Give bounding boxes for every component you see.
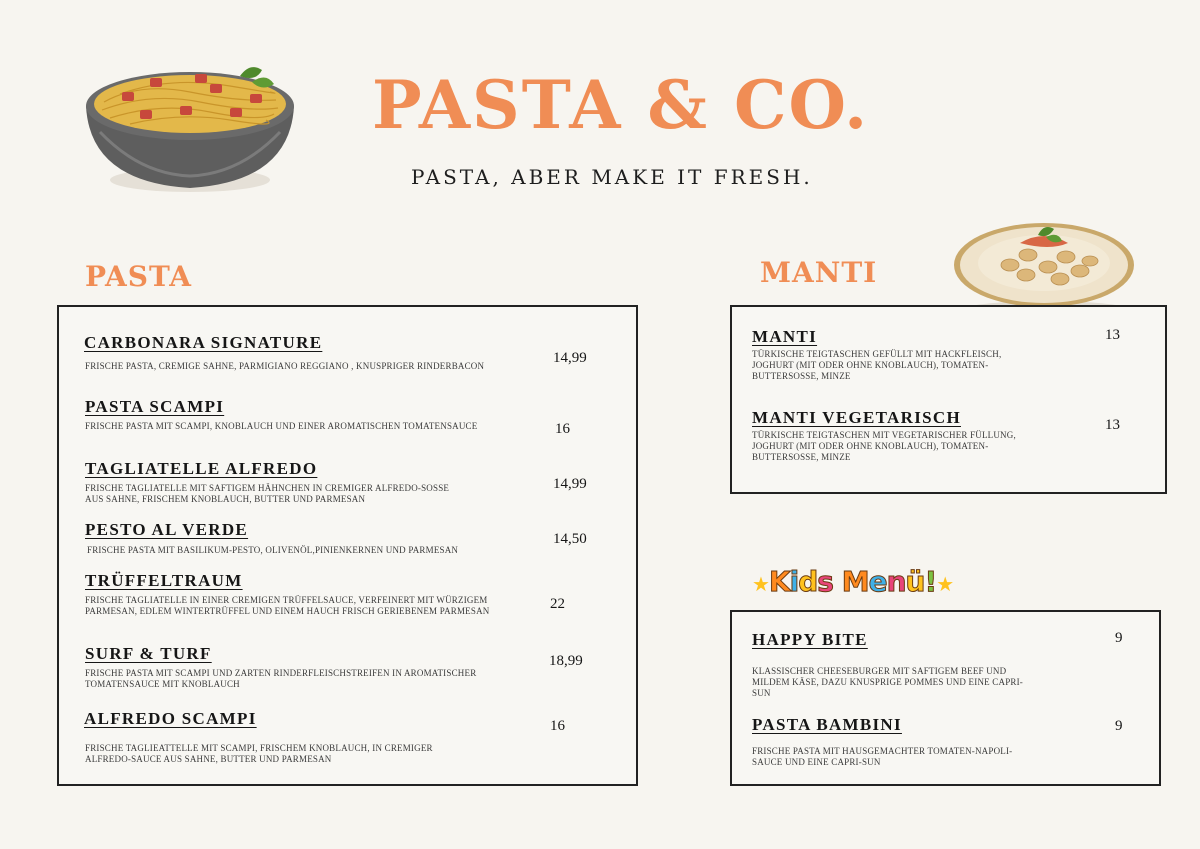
item-name: MANTI xyxy=(752,327,818,346)
item-price: 14,99 xyxy=(553,476,587,492)
item-description: FRISCHE PASTA MIT BASILIKUM-PESTO, OLIVENÖL,PINIENKERNEN UND PARMESAN xyxy=(87,545,459,555)
item-description: KLASSISCHER CHEESEBURGER MIT SAFTIGEM BEEF UND MILDEM KÄSE, DAZU KNUSPRIGE POMMES UND EINE CAPRI-SUN xyxy=(752,666,1024,698)
pasta-heading: PASTA xyxy=(85,260,192,293)
kids-logo-letter: ! xyxy=(924,565,937,598)
item-name: PESTO AL VERDE xyxy=(85,520,249,539)
spaghetti-bowl-illustration xyxy=(80,62,300,202)
kids-menu-logo xyxy=(752,565,953,598)
item-name: SURF & TURF xyxy=(85,644,212,663)
kids-logo-letter: K xyxy=(768,565,790,598)
item-name: TAGLIATELLE ALFREDO xyxy=(85,459,318,478)
item-price: 18,99 xyxy=(549,653,583,669)
item-price: 14,99 xyxy=(553,350,587,366)
restaurant-tagline: PASTA, ABER MAKE IT FRESH. xyxy=(411,165,813,189)
kids-logo-letter: e xyxy=(868,565,887,598)
kids-logo-letter: ü xyxy=(905,565,925,598)
item-name: PASTA BAMBINI xyxy=(752,715,902,734)
item-name: MANTI VEGETARISCH xyxy=(752,408,961,427)
star-icon: ★ xyxy=(752,572,769,596)
item-description: FRISCHE PASTA, CREMIGE SAHNE, PARMIGIANO REGGIANO , KNUSPRIGER RINDERBACON xyxy=(85,361,485,371)
kids-logo-letter: s xyxy=(817,565,833,598)
restaurant-title: PASTA & CO. xyxy=(372,66,870,144)
item-name: CARBONARA SIGNATURE xyxy=(84,333,323,352)
item-description: FRISCHE TAGLIATELLE IN EINER CREMIGEN TRÜFFELSAUCE, VERFEINERT MIT WÜRZIGEM PARMESAN, EDLEM WINTERTRÜFFEL UND EINEM HAUCH FRISCH GERIEBENEM PARMESAN xyxy=(85,595,490,616)
star-icon: ★ xyxy=(936,572,954,596)
item-price: 9 xyxy=(1115,630,1123,646)
item-description: FRISCHE PASTA MIT SCAMPI UND ZARTEN RINDERFLEISCHSTREIFEN IN AROMATISCHER TOMATENSAUCE MIT KNOBLAUCH xyxy=(85,668,477,689)
kids-logo-letter xyxy=(833,565,842,598)
kids-logo-letter: M xyxy=(841,565,869,598)
item-price: 22 xyxy=(550,596,565,612)
item-price: 16 xyxy=(555,421,570,437)
item-description: TÜRKISCHE TEIGTASCHEN GEFÜLLT MIT HACKFLEISCH, JOGHURT (MIT ODER OHNE KNOBLAUCH), TOMATEN-BUTTERSOSSE, MINZE xyxy=(752,349,1002,381)
kids-logo-letter: d xyxy=(798,565,818,598)
item-name: PASTA SCAMPI xyxy=(85,397,225,416)
item-name: ALFREDO SCAMPI xyxy=(84,709,257,728)
item-price: 14,50 xyxy=(553,531,587,547)
item-price: 13 xyxy=(1105,417,1120,433)
kids-logo-text xyxy=(769,565,936,598)
item-name: HAPPY BITE xyxy=(752,630,868,649)
kids-logo-letter: n xyxy=(886,565,906,598)
kids-logo-letter: i xyxy=(789,565,799,598)
item-description: FRISCHE TAGLIATELLE MIT SAFTIGEM HÄHNCHEN IN CREMIGER ALFREDO-SOSSE AUS SAHNE, FRISCHEM KNOBLAUCH, BUTTER UND PARMESAN xyxy=(85,483,450,504)
item-price: 9 xyxy=(1115,718,1123,734)
item-name: TRÜFFELTRAUM xyxy=(85,571,243,590)
manti-heading: MANTI xyxy=(760,256,878,289)
item-description: FRISCHE TAGLIEATTELLE MIT SCAMPI, FRISCHEM KNOBLAUCH, IN CREMIGER ALFREDO-SAUCE AUS SAHNE, BUTTER UND PARMESAN xyxy=(85,743,433,764)
item-description: FRISCHE PASTA MIT SCAMPI, KNOBLAUCH UND EINER AROMATISCHEN TOMATENSAUCE xyxy=(85,421,478,431)
item-price: 16 xyxy=(550,718,565,734)
item-description: TÜRKISCHE TEIGTASCHEN MIT VEGETARISCHER FÜLLUNG, JOGHURT (MIT ODER OHNE KNOBLAUCH), TOMATEN-BUTTERSOSSE, MINZE xyxy=(752,430,1016,462)
item-description: FRISCHE PASTA MIT HAUSGEMACHTER TOMATEN-NAPOLI-SAUCE UND EINE CAPRI-SUN xyxy=(752,746,1013,767)
item-price: 13 xyxy=(1105,327,1120,343)
